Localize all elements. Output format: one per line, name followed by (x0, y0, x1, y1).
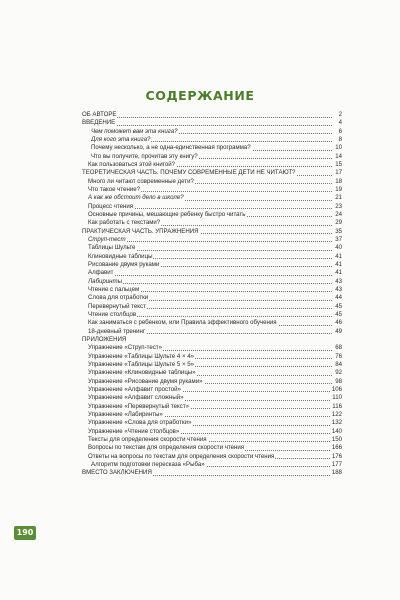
toc-entry-title: Алфавит (88, 269, 114, 277)
toc-entry-title: Алгоритм подготовки пересказа «Рыба» (91, 460, 205, 468)
toc-page-number: 68 (335, 344, 342, 352)
toc-page-number: 2 (338, 111, 342, 118)
page-number-badge: 190 (14, 526, 36, 540)
toc-page-number: 14 (335, 152, 342, 160)
toc-page-number: 176 (331, 452, 342, 460)
toc-entry-title: ПРАКТИЧЕСКАЯ ЧАСТЬ. УПРАЖНЕНИЯ (82, 227, 199, 235)
dot-leader (82, 117, 332, 118)
toc-entry (88, 236, 342, 244)
toc-entry-title: Упражнение «Таблицы Шульте 4 × 4» (88, 352, 194, 360)
toc-entry-title: ВМЕСТО ЗАКЛЮЧЕНИЯ (82, 469, 152, 477)
toc-entry-title: Как работать с текстами? (88, 219, 161, 227)
toc-entry-title: Как заниматься с ребенком, или Правила эффективного обучения (88, 319, 277, 327)
page-title: СОДЕРЖАНИЕ (145, 88, 255, 103)
toc-entry-title: Таблицы Шульте (88, 244, 136, 252)
toc-entry-title: Много ли читают современные дети? (88, 177, 194, 185)
toc-entry-title: Лабиринты (88, 277, 123, 285)
toc-entry-title: ТЕОРЕТИЧЕСКАЯ ЧАСТЬ. ПОЧЕМУ СОВРЕМЕННЫЕ ДЕТИ НЕ ЧИТАЮТ? (82, 169, 296, 177)
toc-entry-title: Упражнение «Лабиринты» (88, 410, 163, 418)
toc-entry-title: Для кого эта книга? (91, 135, 151, 143)
toc-page-number: 98 (335, 377, 342, 385)
toc-page-number: 106 (331, 385, 342, 393)
toc-page-number: 84 (335, 360, 342, 368)
toc-entry-title: Что такое чтение? (88, 185, 141, 193)
toc-page-number: 18 (335, 177, 342, 185)
toc-entry-title: Упражнение «Струп-тест» (88, 344, 162, 352)
dot-leader (88, 275, 332, 276)
toc-page-number: 166 (331, 444, 342, 452)
toc-entry-title: Основные причины, мешающие ребенку быстро читать (88, 210, 246, 218)
toc-entry (88, 378, 342, 386)
toc-page-number: 49 (335, 327, 342, 335)
toc-entry-title: ВВЕДЕНИЕ (82, 119, 116, 127)
toc-entry (91, 136, 342, 144)
toc-entry (88, 261, 342, 269)
toc-entry-title: Клиновидные таблицы (88, 252, 153, 260)
toc-page-number: 92 (335, 369, 342, 377)
toc-entry (88, 436, 342, 444)
toc-page-number: 45 (335, 302, 342, 310)
toc-page-number: 24 (335, 210, 342, 218)
toc-entry (88, 369, 342, 377)
toc-entry (88, 453, 342, 461)
toc-entry-title: А как же обстоит дело в школе? (88, 194, 184, 202)
toc-page-number: 43 (335, 277, 342, 285)
toc-page-number: 15 (335, 160, 342, 168)
toc-page-number: 122 (331, 410, 342, 418)
toc-entry-title: Чем поможет вам эта книга? (91, 127, 178, 135)
toc-entry-title: Процесс чтения (88, 202, 134, 210)
toc-entry (88, 353, 342, 361)
toc-entry (88, 294, 342, 302)
toc-entry (88, 253, 342, 261)
toc-page-number: 110 (332, 394, 342, 402)
toc-entry (91, 128, 342, 136)
toc-entry (88, 303, 342, 311)
toc-entry (88, 194, 342, 202)
toc-entry (88, 403, 342, 411)
toc-page-number: 29 (335, 219, 342, 227)
toc-entry (88, 444, 342, 452)
toc-entry-title: Струп-тест (88, 235, 126, 243)
toc-entry-title: Упражнение «Таблицы Шульте 5 × 5» (88, 360, 194, 368)
toc-entry-title: Упражнение «Алфавит простой» (88, 385, 181, 393)
toc-entry-title: Упражнение «Алфавит сложный» (88, 394, 184, 402)
toc-entry-title: Что вы получите, прочитав эту книгу? (91, 152, 198, 160)
toc-entry-title: Слова для отработки (88, 294, 149, 302)
toc-entry (88, 311, 342, 319)
toc-entry-title: Вопросы по текстам для определения скорости чтения (88, 444, 245, 452)
toc-page-number: 40 (335, 244, 342, 252)
toc-entry (82, 228, 342, 236)
toc-entry (88, 411, 342, 419)
toc-entry (88, 286, 342, 294)
toc-entry-title: Упражнение «Чтение столбцов» (88, 427, 180, 435)
toc-entry-title: 18-дневный тренинг (88, 327, 146, 335)
toc-entry-title: ПРИЛОЖЕНИЯ (82, 335, 127, 343)
toc-entry (88, 211, 342, 219)
toc-entry (88, 428, 342, 436)
toc-page-number: 8 (338, 135, 342, 143)
toc-entry (88, 219, 342, 227)
toc-page-number: 41 (335, 252, 342, 260)
toc-entry (88, 319, 342, 327)
toc-entry (82, 336, 342, 344)
toc-page-number: 21 (335, 194, 342, 202)
toc-entry (88, 161, 342, 169)
toc-entry (91, 153, 342, 161)
toc-page-number: 19 (335, 185, 342, 193)
toc-page-number: 44 (335, 294, 342, 302)
toc-page-number: 10 (335, 144, 342, 152)
toc-entry-title: Чтение столбцов (88, 310, 137, 318)
toc-entry-title: Почему несколько, а не одна-единственная программа? (91, 144, 251, 152)
toc-entry-title: Перевернутый текст (88, 302, 146, 310)
toc-entry-title: Упражнение «Слова для отработки» (88, 419, 192, 427)
toc-page-number: 17 (335, 169, 342, 177)
toc-entry (88, 278, 342, 286)
toc-entry (88, 269, 342, 277)
toc-page-number: 140 (331, 427, 342, 435)
toc-entry (88, 328, 342, 336)
toc-entry (88, 186, 342, 194)
toc-entry (88, 203, 342, 211)
toc-entry-title: Чтение с пальцем (88, 285, 140, 293)
toc-page-number: 46 (335, 319, 342, 327)
toc-entry (88, 386, 342, 394)
toc-entry (88, 178, 342, 186)
toc-entry-title: Упражнение «Клиновидные таблицы» (88, 369, 196, 377)
toc-page-number: 76 (335, 352, 342, 360)
toc-page-number: 6 (338, 127, 342, 135)
toc-entry-title: Ответы на вопросы по текстам для определения скорости чтения (88, 452, 275, 460)
toc-page-number: 116 (332, 402, 342, 410)
toc-page-number: 37 (335, 235, 342, 243)
toc-entry-title: ОБ АВТОРЕ (82, 111, 117, 118)
toc-page-number: 177 (331, 460, 342, 468)
toc-page-number: 43 (335, 285, 342, 293)
toc-entry (82, 469, 342, 477)
toc-entry (88, 344, 342, 352)
dot-leader (88, 283, 332, 284)
toc-page-number: 41 (335, 260, 342, 268)
dot-leader (82, 125, 332, 126)
toc-entry-title: Как пользоваться этой книгой? (88, 160, 176, 168)
toc-entry (82, 111, 342, 119)
toc-entry (91, 144, 342, 152)
toc-page-number: 132 (331, 419, 342, 427)
toc-entry-title: Рисование двумя руками (88, 260, 160, 268)
toc-entry (88, 419, 342, 427)
toc-entry (88, 394, 342, 402)
toc-entry (82, 169, 342, 177)
toc-page-number: 23 (335, 202, 342, 210)
toc-entry-title: Тексты для определения скорости чтения (88, 435, 207, 443)
toc-page-number: 188 (331, 469, 342, 477)
toc-entry (88, 244, 342, 252)
toc-entry-title: Упражнение «Перевернутый текст» (88, 402, 189, 410)
toc-page-number: 35 (335, 227, 342, 235)
toc-page-number: 4 (338, 119, 342, 127)
toc-page-number: 150 (331, 435, 342, 443)
toc-entry (91, 461, 342, 469)
toc-entry-title: Упражнение «Рисование двумя руками» (88, 377, 203, 385)
toc-page-number: 45 (335, 310, 342, 318)
toc-page-number: 41 (335, 269, 342, 277)
toc-entry (88, 361, 342, 369)
toc-entry (82, 119, 342, 127)
